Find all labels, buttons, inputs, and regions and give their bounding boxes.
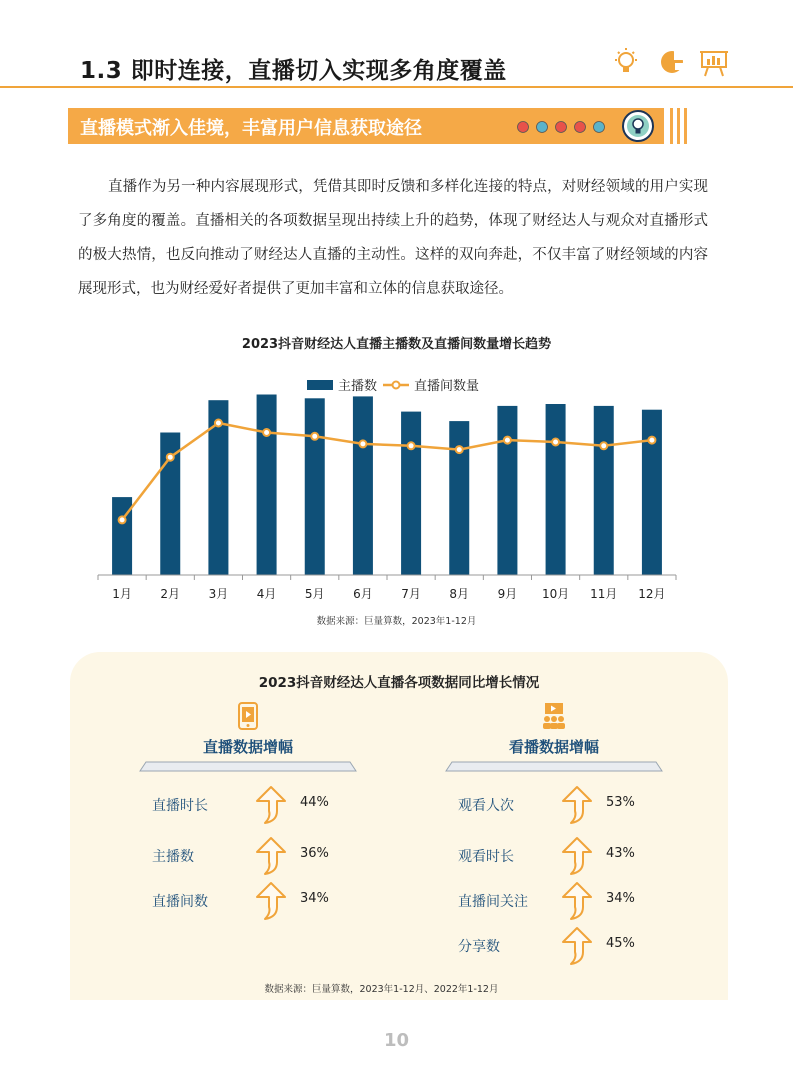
growth-row-value: 44%	[300, 795, 329, 810]
point-2月	[167, 454, 174, 461]
growth-panel	[70, 652, 728, 1000]
banner-title: 直播模式渐入佳境，丰富用户信息获取途径	[80, 118, 422, 139]
bar-11月	[594, 406, 614, 575]
growth-row-label: 主播数	[152, 849, 194, 865]
x-label-11月: 11月	[590, 587, 618, 601]
right-column-title: 看播数据增幅	[508, 738, 599, 756]
legend-label-主播数: 主播数	[338, 379, 378, 394]
right-column-heading	[444, 702, 664, 773]
point-1月	[119, 516, 126, 523]
intro-paragraph: 直播作为另一种内容展现形式，凭借其即时反馈和多样化连接的特点，对财经领域的用户实现了多角度的覆盖。直播相关的各项数据呈现出持续上升的趋势，体现了财经达人与观众对直播形式的极大热情，也反向推动了财经达人直播的主动性。这样的双向奔赴，不仅丰富了财经领域的内容展现形式，也为财经爱好者提供了更加丰富和立体的信息获取途径。	[78, 179, 708, 297]
heading-underline	[138, 759, 358, 773]
banner-stripe	[670, 108, 673, 144]
bulb-badge-icon	[622, 110, 654, 142]
growth-row-label: 直播间关注	[458, 894, 528, 910]
bar-9月	[497, 406, 517, 575]
growth-arrow	[254, 881, 288, 925]
header-icons	[612, 46, 732, 80]
growth-row-value: 43%	[606, 846, 635, 861]
growth-row-label: 直播时长	[152, 798, 208, 814]
up-arrow-icon	[254, 881, 288, 921]
point-5月	[311, 433, 318, 440]
audience-icon	[540, 702, 568, 730]
up-arrow-icon	[560, 785, 594, 825]
banner-dot	[575, 122, 586, 133]
banner-dots	[516, 120, 616, 134]
left-column-title: 直播数据增幅	[202, 738, 293, 756]
point-8月	[456, 446, 463, 453]
legend-label-直播间数量: 直播间数量	[414, 379, 480, 394]
point-11月	[600, 442, 607, 449]
banner-dot	[518, 122, 529, 133]
banner-dot	[556, 122, 567, 133]
growth-arrow	[560, 836, 594, 880]
up-arrow-icon	[560, 881, 594, 921]
legend-swatch-主播数	[307, 380, 333, 390]
growth-row-value: 34%	[606, 891, 635, 906]
chart-source: 数据来源：巨量算数，2023年1-12月	[316, 616, 477, 627]
section-banner	[68, 108, 664, 144]
growth-row-label: 观看时长	[458, 849, 514, 865]
pie-chart-icon	[661, 50, 684, 73]
bar-12月	[642, 410, 662, 575]
presentation-board-icon	[700, 52, 728, 76]
point-6月	[359, 440, 366, 447]
point-9月	[504, 437, 511, 444]
panel-source: 数据来源：巨量算数，2023年1-12月、2022年1-12月	[264, 984, 499, 995]
x-label-5月: 5月	[304, 587, 325, 601]
bar-4月	[257, 395, 277, 576]
x-label-6月: 6月	[353, 587, 373, 601]
growth-arrow	[254, 785, 288, 829]
up-arrow-icon	[254, 785, 288, 825]
heading-underline	[444, 759, 664, 773]
x-label-10月: 10月	[541, 587, 570, 601]
x-label-7月: 7月	[401, 587, 421, 601]
up-arrow-icon	[254, 836, 288, 876]
phone-icon	[237, 702, 259, 730]
growth-row-label: 直播间数	[152, 894, 208, 910]
growth-arrow	[560, 926, 594, 970]
growth-arrow	[560, 785, 594, 829]
banner-dot	[594, 122, 605, 133]
legend-marker	[393, 382, 400, 389]
banner-stripe	[684, 108, 687, 144]
bar-10月	[546, 404, 566, 575]
growth-arrow	[254, 836, 288, 880]
left-column-heading	[138, 702, 358, 773]
growth-arrow	[560, 881, 594, 925]
banner-stripe	[677, 108, 680, 144]
growth-row-value: 34%	[300, 891, 329, 906]
bar-8月	[449, 421, 469, 575]
page-number: 10	[383, 1030, 410, 1051]
growth-row-value: 45%	[606, 936, 635, 951]
point-12月	[648, 437, 655, 444]
chart-title: 2023抖音财经达人直播主播数及直播间数量增长趋势	[241, 337, 552, 352]
series-line-直播间数量	[122, 423, 652, 520]
x-label-4月: 4月	[256, 587, 277, 601]
x-label-2月: 2月	[160, 587, 181, 601]
up-arrow-icon	[560, 836, 594, 876]
title-rule	[0, 86, 793, 88]
panel-title: 2023抖音财经达人直播各项数据同比增长情况	[258, 675, 540, 691]
point-3月	[215, 420, 222, 427]
point-7月	[408, 442, 415, 449]
growth-trend-chart	[0, 360, 793, 610]
x-label-9月: 9月	[497, 587, 518, 601]
x-label-8月: 8月	[449, 587, 470, 601]
point-4月	[263, 429, 270, 436]
bar-6月	[353, 396, 373, 575]
banner-dot	[537, 122, 548, 133]
x-label-1月: 1月	[112, 587, 132, 601]
x-label-12月: 12月	[638, 587, 666, 601]
growth-row-label: 分享数	[458, 939, 500, 955]
x-label-3月: 3月	[208, 587, 229, 601]
page-title: 1.3 即时连接，直播切入实现多角度覆盖	[80, 58, 507, 84]
up-arrow-icon	[560, 926, 594, 966]
bar-5月	[305, 398, 325, 575]
growth-row-value: 53%	[606, 795, 635, 810]
point-10月	[552, 439, 559, 446]
bar-7月	[401, 412, 421, 575]
growth-row-value: 36%	[300, 846, 329, 861]
lightbulb-icon	[615, 48, 637, 72]
growth-row-label: 观看人次	[458, 798, 514, 814]
